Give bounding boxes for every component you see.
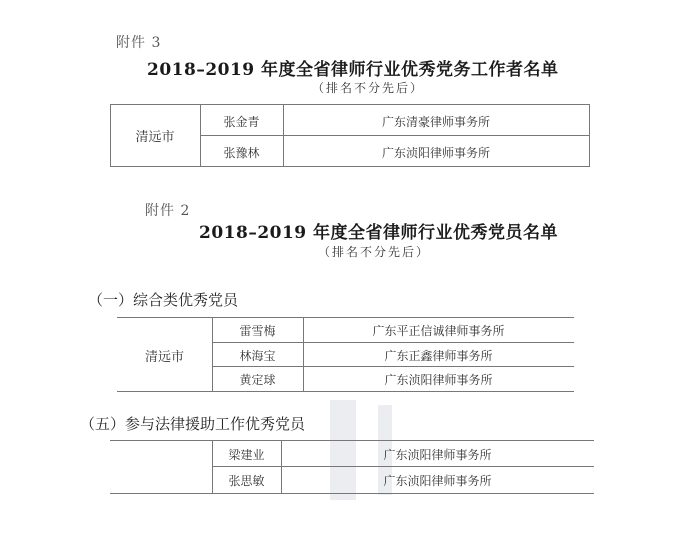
section1-row-2-firm: 广东正鑫律师事务所 (384, 349, 493, 363)
doc2-subtitle: （排名不分先后） (318, 245, 431, 259)
doc1-row-1-firm: 广东清豪律师事务所 (381, 115, 490, 129)
section1-row-3-firm: 广东浈阳律师事务所 (384, 373, 493, 387)
section1-row-1-firm: 广东平正信诚律师事务所 (372, 324, 505, 338)
section1-row-1-name: 雷雪梅 (239, 324, 276, 338)
section5-row-2-name: 张思敏 (228, 474, 265, 488)
doc1-row-2-name: 张豫林 (223, 146, 260, 160)
doc2-title: 2018–2019 年度全省律师行业优秀党员名单 (199, 223, 559, 243)
section5-row-2-firm: 广东浈阳律师事务所 (383, 474, 492, 488)
section1-row-3-name: 黄定球 (239, 373, 276, 387)
doc1-row-1-name: 张金青 (223, 115, 260, 129)
doc1-row-2-firm: 广东浈阳律师事务所 (381, 146, 490, 160)
attachment-label-3: 附件 3 (116, 35, 162, 51)
section-heading-5: （五）参与法律援助工作优秀党员 (80, 415, 306, 433)
section-heading-1: （一）综合类优秀党员 (88, 291, 239, 309)
doc1-city: 清远市 (135, 130, 175, 145)
doc1-title: 2018–2019 年度全省律师行业优秀党务工作者名单 (147, 60, 559, 80)
section1-city: 清远市 (144, 350, 184, 365)
section1-row-2-name: 林海宝 (239, 349, 276, 363)
doc1-subtitle: （排名不分先后） (312, 81, 425, 95)
section5-row-1-name: 梁建业 (228, 448, 265, 462)
attachment-label-2: 附件 2 (145, 203, 191, 219)
section5-row-1-firm: 广东浈阳律师事务所 (383, 448, 492, 462)
